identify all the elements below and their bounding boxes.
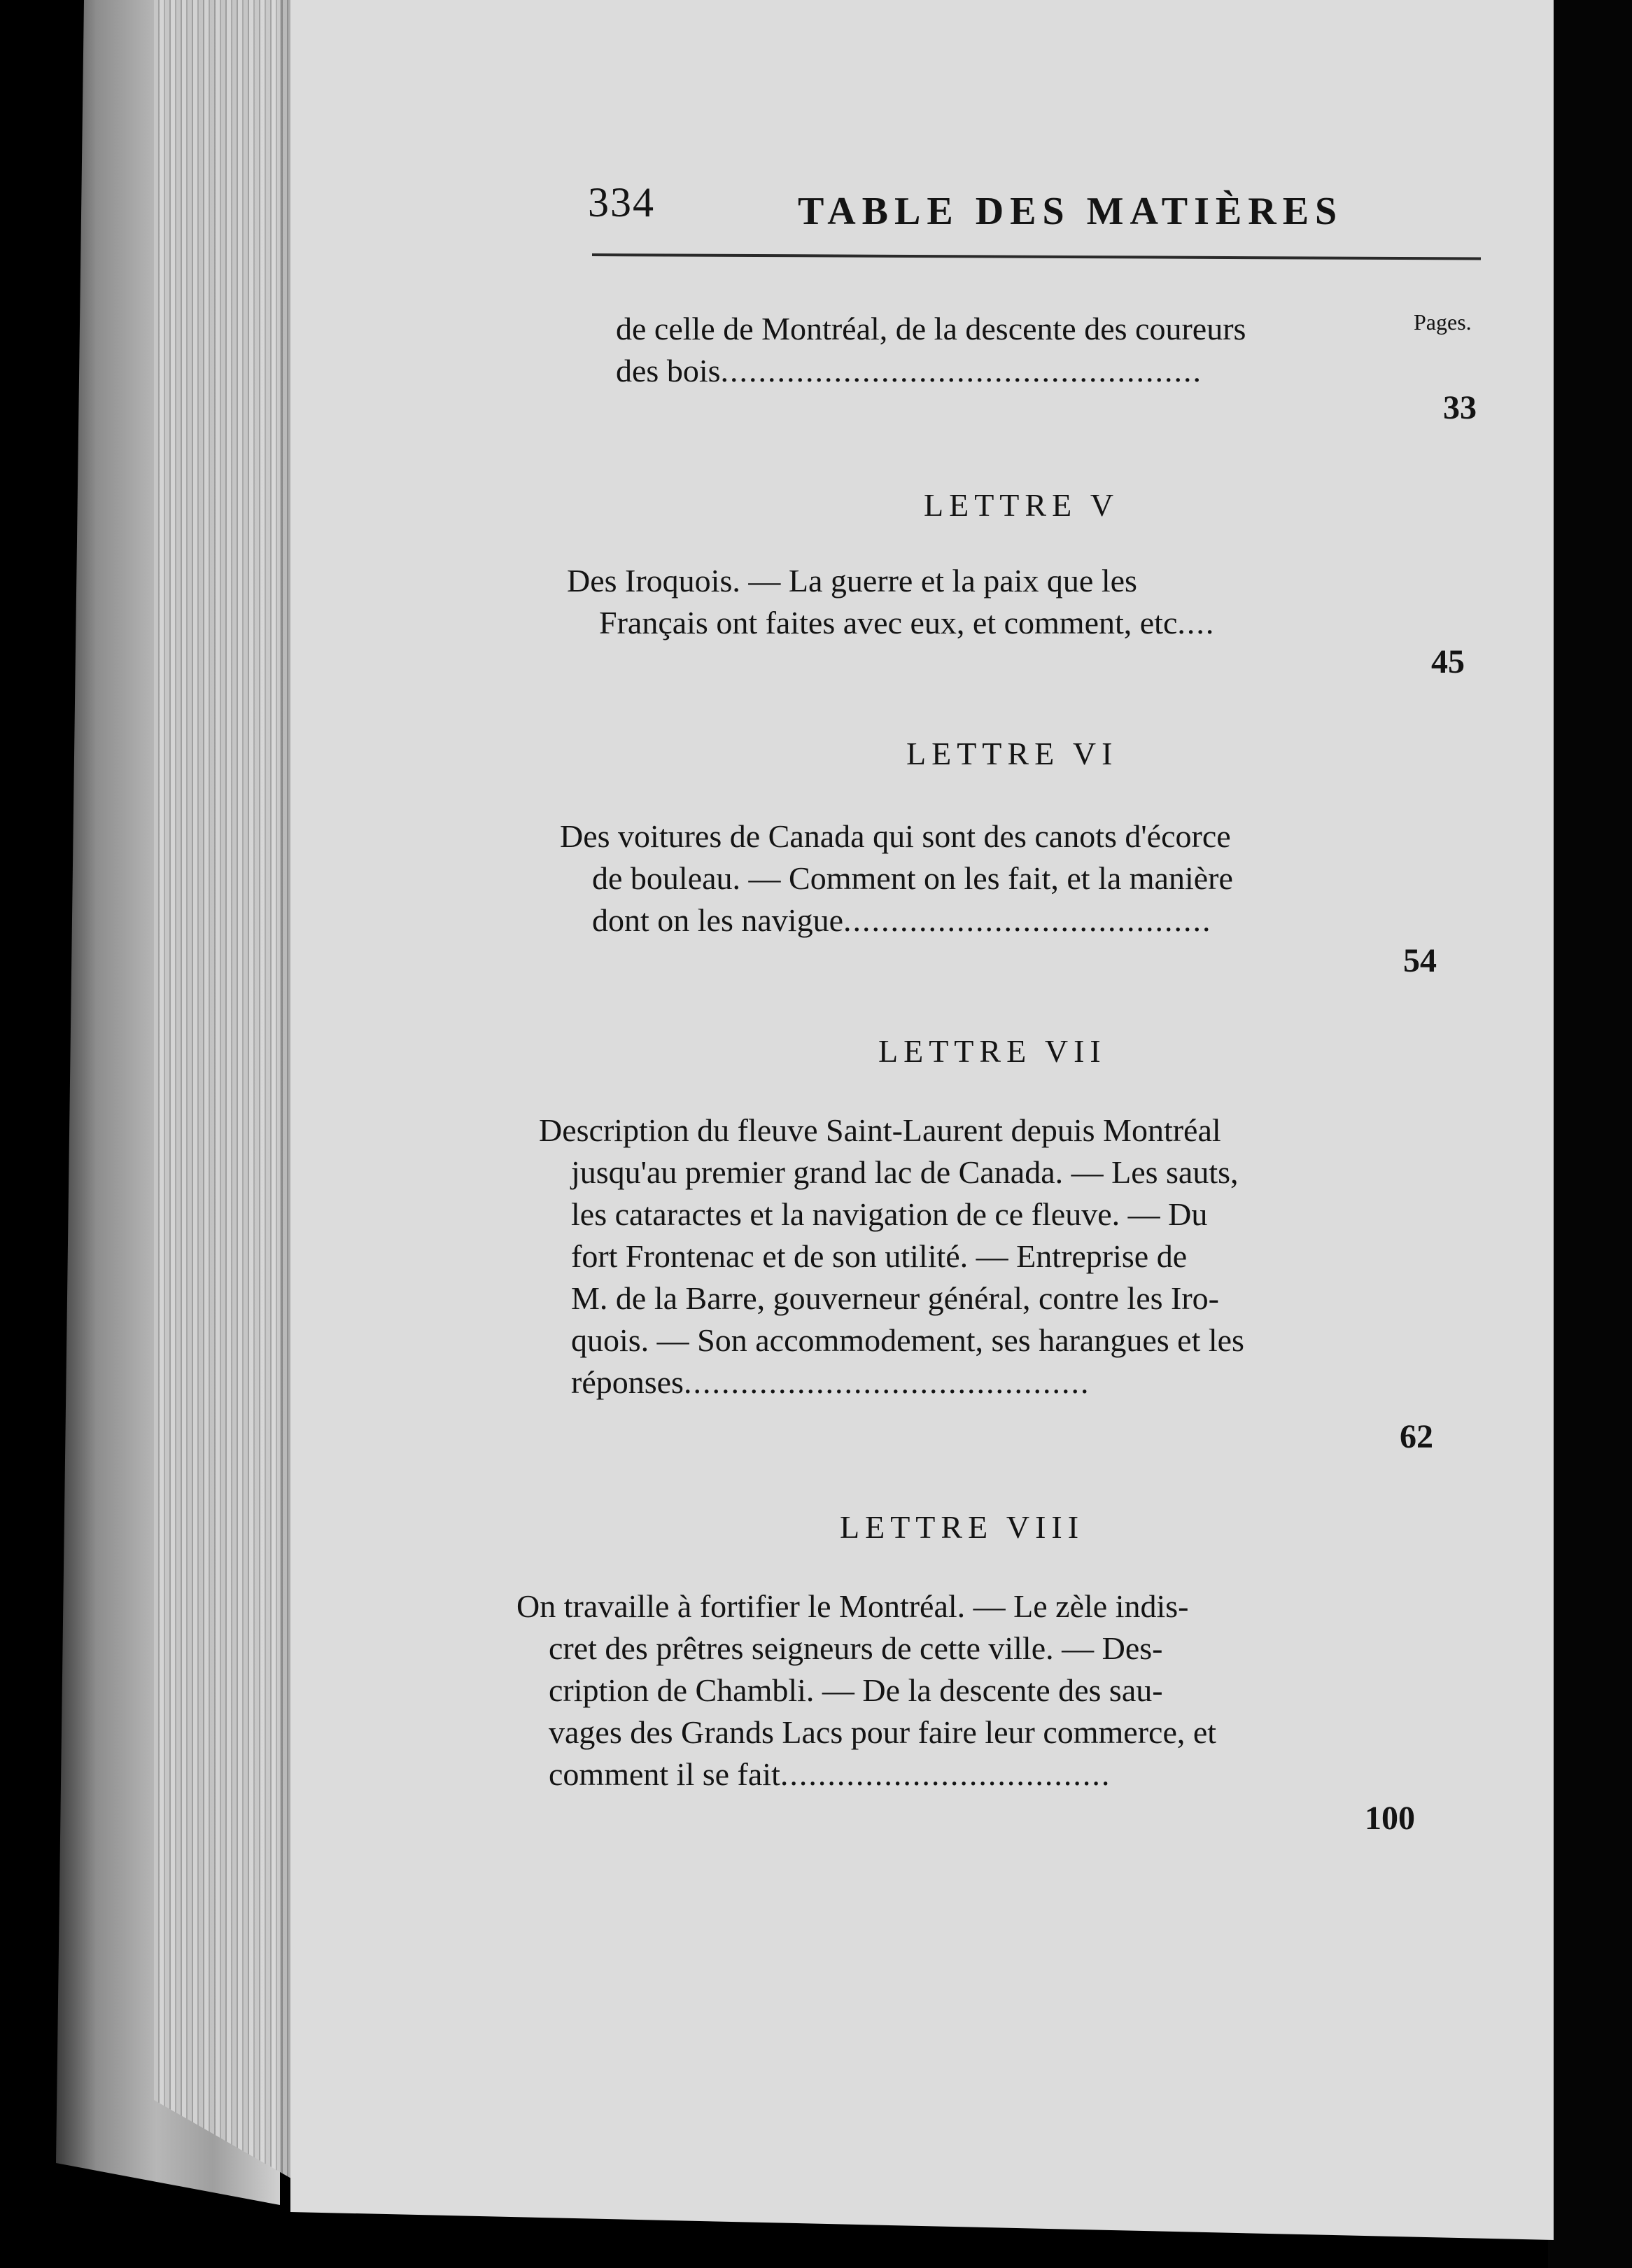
section-heading: LETTRE VII — [878, 1033, 1106, 1069]
section-heading: LETTRE V — [924, 487, 1120, 523]
scan-border — [1548, 0, 1632, 2268]
entry-line: les cataractes et la navigation de ce fleuve. — Du — [571, 1196, 1208, 1232]
entry-line: On travaille à fortifier le Montréal. — Le zèle indis- — [516, 1588, 1189, 1624]
entry-line: cription de Chambli. — De la descente des sau- — [549, 1672, 1163, 1708]
entry-line: dont on les navigue — [592, 902, 843, 938]
page-number: 334 — [588, 179, 655, 225]
entry-line: Des Iroquois. — La guerre et la paix que les — [567, 563, 1137, 598]
leader-dots: .... — [1177, 605, 1216, 640]
entry-line: des bois — [616, 353, 721, 388]
entry-line: vages des Grands Lacs pour faire leur commerce, et — [549, 1714, 1217, 1750]
section-heading: LETTRE VIII — [840, 1509, 1085, 1545]
entry-line: Français ont faites avec eux, et comment, etc — [599, 605, 1178, 640]
entry-line: M. de la Barre, gouverneur général, contre les Iro- — [571, 1280, 1219, 1316]
toc-entry — [616, 308, 1246, 392]
entry-line: réponses — [571, 1364, 684, 1400]
leader-dots: ....................................... — [843, 902, 1212, 938]
page-ref: 100 — [1365, 1800, 1415, 1837]
entry-line: cret des prêtres seigneurs de cette ville. — Des- — [549, 1630, 1163, 1666]
entry-line: de bouleau. — Comment on les fait, et la manière — [592, 860, 1233, 896]
leader-dots: ................................................... — [720, 353, 1202, 388]
toc-entry — [567, 560, 1215, 644]
toc-entry — [539, 1110, 1244, 1404]
page-title: TABLE DES MATIÈRES — [798, 190, 1344, 233]
entry-line: quois. — Son accommodement, ses harangues et les — [571, 1322, 1244, 1358]
entry-line: Description du fleuve Saint-Laurent depuis Montréal — [539, 1112, 1221, 1148]
page-ref: 54 — [1403, 942, 1437, 979]
toc-entry — [516, 1586, 1216, 1795]
page-ref: 33 — [1443, 389, 1477, 426]
leader-dots: ........................................... — [683, 1364, 1090, 1400]
entry-line: de celle de Montréal, de la descente des coureurs — [616, 311, 1246, 346]
pages-column-label: Pages. — [1414, 309, 1472, 335]
section-heading: LETTRE VI — [906, 736, 1118, 771]
entry-line: comment il se fait — [549, 1756, 780, 1792]
leader-dots: ................................... — [780, 1756, 1111, 1792]
entry-line: Des voitures de Canada qui sont des canots d'écorce — [560, 818, 1231, 854]
page-ref: 45 — [1431, 643, 1465, 680]
page-stack — [154, 0, 301, 2184]
toc-entry — [560, 816, 1233, 941]
page-ref: 62 — [1400, 1418, 1433, 1455]
entry-line: jusqu'au premier grand lac de Canada. — Les sauts, — [571, 1154, 1239, 1190]
entry-line: fort Frontenac et de son utilité. — Entreprise de — [571, 1238, 1188, 1274]
